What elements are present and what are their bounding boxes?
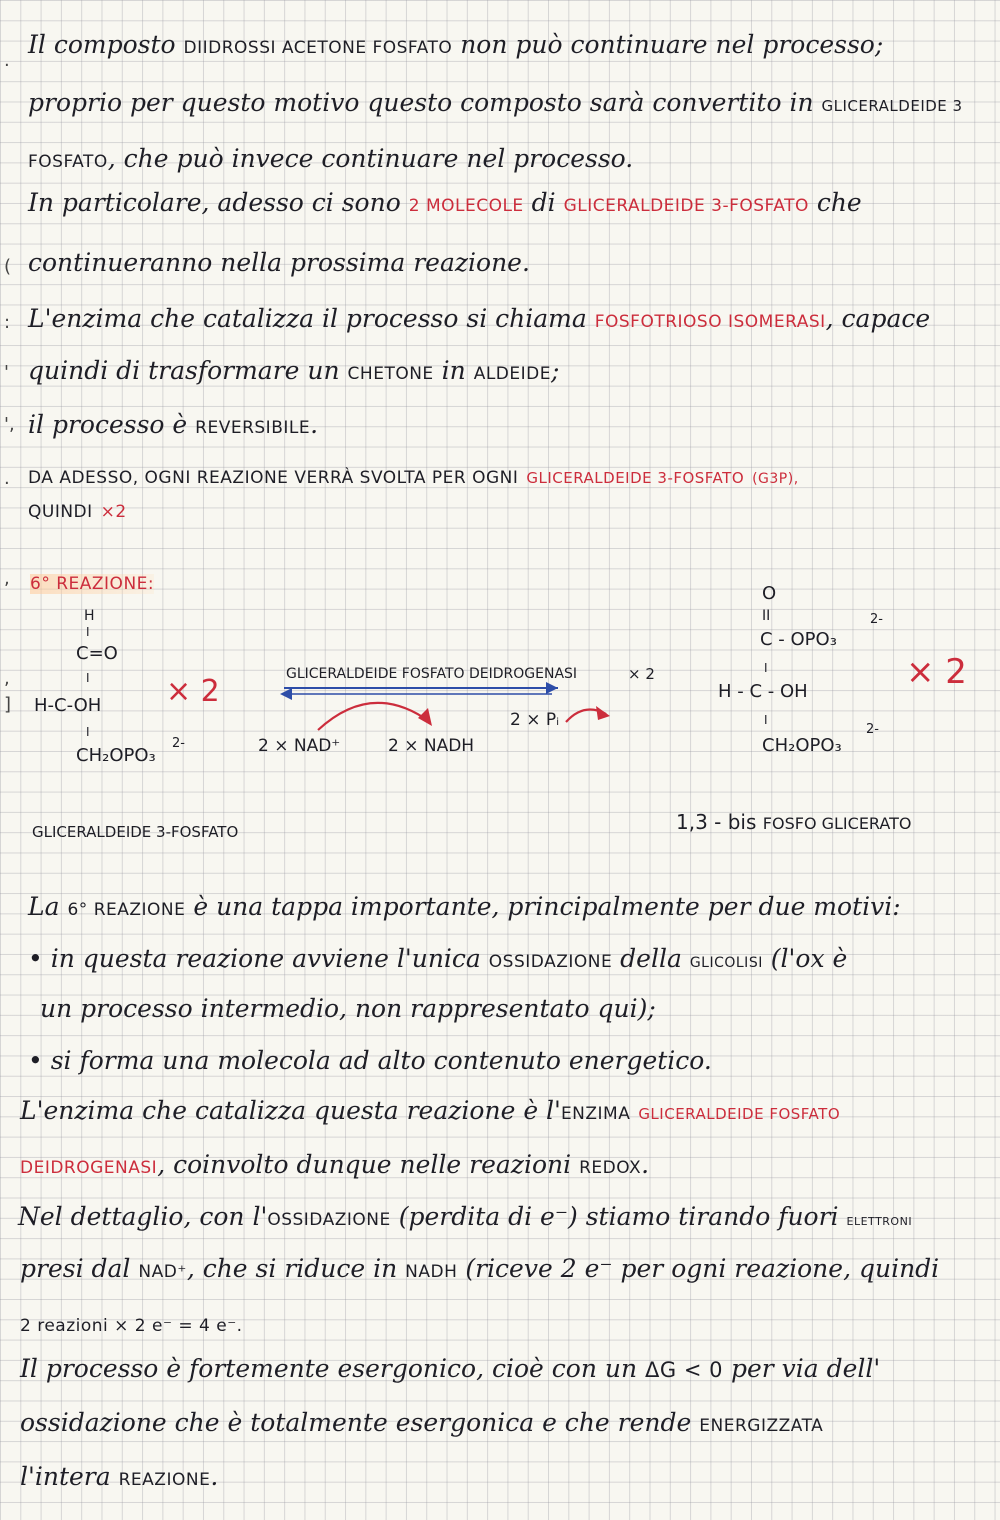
text-span: • si forma una molecola ad alto contenuto energetico. — [28, 1046, 712, 1075]
text-span: l'intera — [20, 1462, 111, 1491]
heading-6-reazione: 6° REAZIONE: — [30, 574, 155, 594]
text-line — [20, 1150, 649, 1183]
nadh-label: 2 × NADH — [388, 736, 475, 756]
group-ch2opo3: CH₂OPO₃ — [762, 735, 842, 756]
text-span: un processo intermedio, non rappresentato qui); — [40, 994, 656, 1023]
text-span: il processo è — [28, 410, 188, 439]
text-span: . — [641, 1150, 650, 1179]
text-span: quindi di trasformare un — [28, 356, 340, 385]
term-gliceraldeide-3-fosfato: GLICERALDEIDE 3-FOSFATO — [526, 469, 745, 487]
multiplier-x2: × 2 — [166, 674, 220, 709]
text-span: In particolare, adesso ci sono — [28, 188, 401, 217]
term-gliceraldeide-fosfato: GLICERALDEIDE FOSFATO — [638, 1105, 841, 1123]
term-x2: ×2 — [100, 502, 127, 522]
text-line — [20, 1254, 939, 1287]
equation-electrons: 2 reazioni × 2 e⁻ = 4 e⁻. — [20, 1316, 243, 1336]
term-reazione: REAZIONE — [118, 1470, 211, 1490]
term-2-molecole: 2 MOLECOLE — [408, 196, 524, 216]
text-span: . — [210, 1462, 219, 1491]
product-name — [676, 812, 911, 834]
group-ch2opo3: CH₂OPO₃ — [76, 745, 156, 766]
text-span: continueranno nella prossima reazione. — [28, 248, 530, 277]
text-line — [20, 1354, 880, 1385]
margin-tick: , — [4, 568, 10, 589]
term-nadh: NADH — [405, 1262, 458, 1282]
bond: I — [86, 625, 90, 639]
term-6-reazione: 6° REAZIONE — [67, 900, 186, 920]
nad-curve-arrow — [318, 703, 430, 730]
group-c-opo3 — [760, 630, 837, 650]
term-elettroni: ELETTRONI — [846, 1215, 913, 1228]
text-line — [28, 944, 847, 978]
margin-dot: . — [4, 50, 10, 71]
text-span: in — [441, 356, 466, 385]
text-span: (riceve 2 e⁻ per ogni reazione, quindi — [465, 1254, 940, 1283]
bond: I — [86, 725, 90, 739]
multiplier-x2: × 2 — [906, 652, 967, 692]
enzyme-name-a: GLICERALDEIDE FOSFATO DEIDRO — [286, 666, 525, 682]
text-span: . — [310, 410, 319, 439]
text-span: (l'ox è — [770, 944, 848, 973]
margin-dot: . — [4, 468, 10, 489]
margin-tick: ( — [4, 256, 12, 277]
text-line — [28, 1046, 712, 1076]
text-span: presi dal — [20, 1254, 131, 1283]
text-span: • in questa reazione avviene l'unica — [28, 944, 481, 973]
text-span: (perdita di e⁻) stiamo tirando fuori — [398, 1202, 839, 1231]
term-fosfato: FOSFATO — [28, 152, 108, 172]
term-nad: NAD⁺ — [138, 1262, 187, 1282]
term-chetone: CHETONE — [347, 364, 434, 384]
text-line — [20, 1408, 823, 1441]
text-line — [20, 1462, 218, 1495]
text-span: proprio per questo motivo questo composto sarà convertito in — [28, 88, 814, 117]
product-name-main: FOSFO GLICERATO — [762, 814, 912, 833]
group-hcoh: H-C-OH — [34, 695, 102, 716]
product-name-prefix: 1,3 - bis — [676, 810, 757, 834]
atom-o: O — [762, 583, 777, 604]
margin-tick: : — [4, 312, 11, 333]
text-line — [20, 1096, 840, 1129]
term-redox: REDOX — [579, 1158, 642, 1178]
pi-label: 2 × Pᵢ — [510, 710, 560, 730]
forward-arrow-head — [546, 682, 558, 694]
text-span: DA ADESSO, OGNI REAZIONE VERRÀ SVOLTA PER OGNI — [28, 468, 519, 488]
bond: I — [86, 671, 90, 685]
text-span: non può continuare nel processo; — [460, 30, 884, 59]
term-energizzata: ENERGIZZATA — [699, 1416, 824, 1436]
text-span: Il composto — [28, 30, 176, 59]
term-deidrogenasi: DEIDROGENASI — [20, 1158, 158, 1178]
margin-tick: ' — [4, 362, 9, 383]
pi-arrow-head — [596, 706, 610, 720]
group-co: C=O — [76, 643, 118, 664]
text-span: QUINDI — [28, 502, 93, 522]
text-span: Nel dettaglio, con l' — [18, 1202, 268, 1231]
text-line — [18, 1202, 912, 1237]
text-line — [28, 892, 901, 925]
term-enzima: ENZIMA — [560, 1104, 631, 1124]
term-fosfotrioso-isomerasi: FOSFOTRIOSO ISOMERASI — [594, 312, 826, 332]
text-span: della — [620, 944, 682, 973]
term-aldeide: ALDEIDE — [473, 364, 551, 384]
bond: I — [764, 661, 768, 675]
margin-tick: , — [4, 668, 10, 689]
text-span: è una tappa importante, principalmente per due motivi: — [193, 892, 901, 921]
nad-arrow-head — [418, 708, 432, 726]
term-diidrossiacetone-fosfato: DIIDROSSI ACETONE FOSFATO — [183, 38, 453, 58]
reactant-name: GLICERALDEIDE 3-FOSFATO — [32, 823, 239, 841]
reverse-arrow-head — [280, 688, 292, 700]
term-gliceraldeide-3-fosfato: GLICERALDEIDE 3-FOSFATO — [563, 196, 809, 216]
charge: 2- — [866, 722, 879, 737]
text-span: , che si riduce in — [186, 1254, 398, 1283]
text-span: che — [816, 188, 862, 217]
text-span: ossidazione che è totalmente esergonica e che rende — [20, 1408, 692, 1437]
margin-tick: ', — [4, 414, 15, 435]
enzyme-name-b: GENASI — [524, 666, 578, 682]
charge: 2- — [870, 612, 883, 627]
text-span: Il processo è fortemente esergonico, cioè con un — [20, 1354, 638, 1383]
term-g3p: (G3P), — [752, 471, 799, 487]
term-gliceraldeide-3: GLICERALDEIDE 3 — [821, 97, 963, 115]
text-span: , coinvolto dunque nelle reazioni — [157, 1150, 572, 1179]
text-span: L'enzima che catalizza il processo si chiama — [28, 304, 587, 333]
text-span: ; — [550, 356, 560, 385]
nad-label: 2 × NAD⁺ — [258, 736, 341, 756]
term-reversibile: REVERSIBILE — [195, 418, 311, 438]
text-span: per via dell' — [730, 1354, 881, 1383]
text-span: L'enzima che catalizza questa reazione è l' — [20, 1096, 561, 1125]
atom-h: H — [84, 608, 95, 624]
term-delta-g: ΔG < 0 — [645, 1358, 723, 1382]
term-ossidazione: OSSIDAZIONE — [267, 1210, 391, 1230]
group-hcoh: H - C - OH — [718, 681, 808, 702]
enzyme-multiplier: × 2 — [628, 665, 655, 683]
margin-tick: ] — [4, 694, 12, 715]
term-ossidazione: OSSIDAZIONE — [488, 952, 613, 972]
text-span: , capace — [825, 304, 931, 333]
text-line — [20, 1308, 243, 1341]
text-span: La — [28, 892, 60, 921]
charge: 2- — [172, 736, 185, 751]
text-span: di — [531, 188, 556, 217]
term-glicolisi: GLICOLISI — [689, 955, 763, 971]
text-span: , che può invece continuare nel processo. — [107, 144, 634, 173]
double-bond: II — [762, 608, 771, 624]
text-line — [40, 994, 656, 1024]
group-c-opo3-text: C - OPO₃ — [760, 629, 837, 650]
bond: I — [764, 713, 768, 727]
